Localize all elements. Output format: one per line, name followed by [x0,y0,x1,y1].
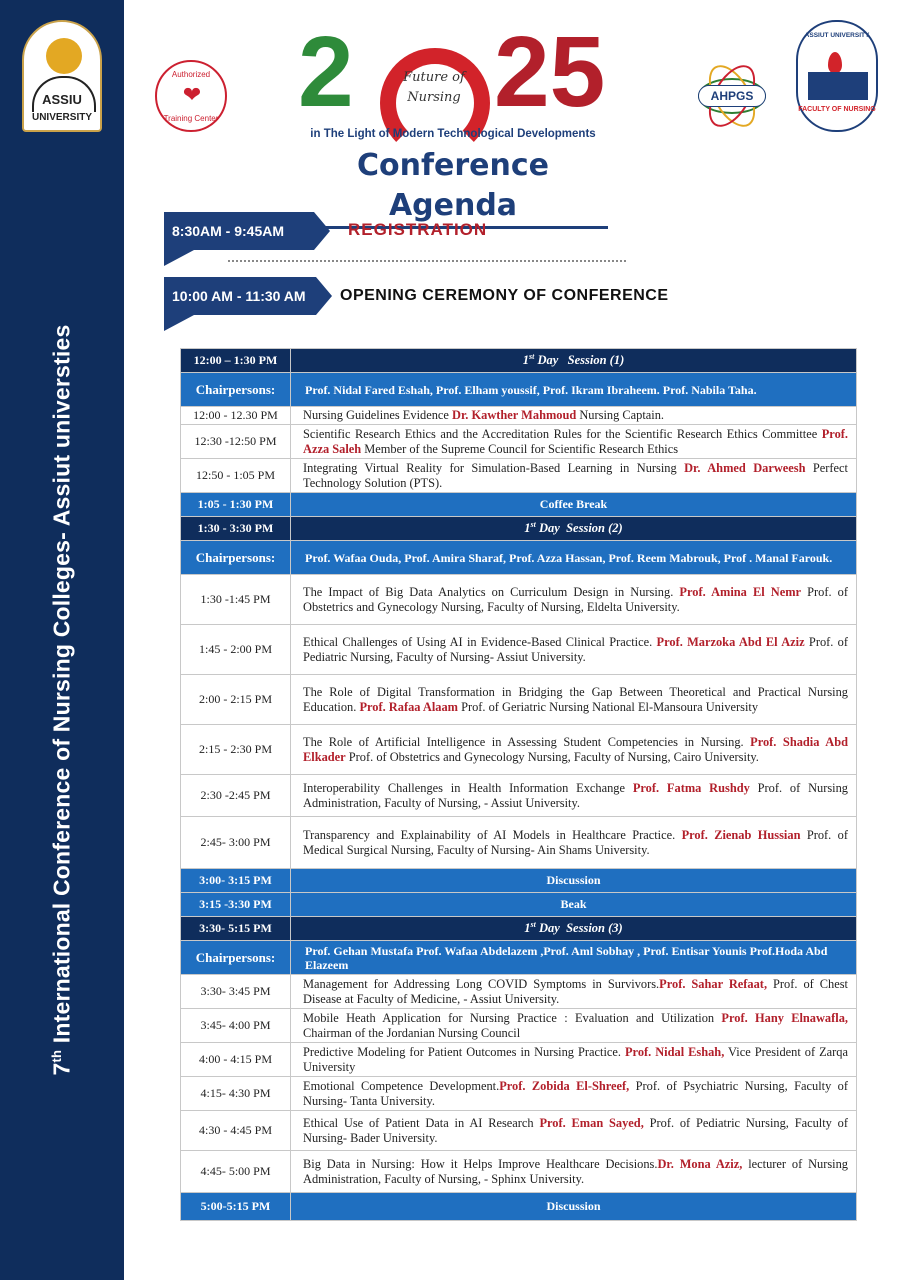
fon-text-top: ASSIUT UNIVERSITY [804,32,870,39]
speaker-name: Dr. Ahmed Darweesh [684,460,806,475]
faculty-of-nursing-logo [796,20,878,132]
table-row [181,575,857,625]
speaker-name: Prof. Sahar Refaat, [659,976,768,991]
assiut-university-logo [22,20,102,132]
chairpersons-names: Prof. Nidal Fared Eshah, Prof. Elham youssif, Prof. Ikram Ibraheem. Prof. Nabila Taha. [291,373,857,407]
break-time: 3:15 -3:30 PM [181,893,291,917]
talk-time: 1:30 -1:45 PM [181,575,291,625]
page-title: Conference Agenda [298,146,608,229]
speaker-name: Prof. Fatma Rushdy [632,780,750,795]
speaker-name: Prof. Zobida El-Shreef, [499,1078,630,1093]
speaker-name: Prof. Shadia Abd Elkader [303,734,848,764]
break-time: 5:00-5:15 PM [181,1193,291,1221]
talk-description: Predictive Modeling for Patient Outcomes in Nursing Practice. Prof. Nidal Eshah, Vice President of Zarqa University [291,1043,857,1077]
table-row [181,407,857,425]
agenda-table [180,348,857,1221]
aha-text-top: Authorized [171,70,211,79]
table-row [181,817,857,869]
session-header [181,349,857,373]
chairpersons-row [181,941,857,975]
future-of-nursing-text [402,68,466,108]
chairpersons-label: Chairpersons: [181,373,291,407]
talk-time: 12:00 - 12.30 PM [181,407,291,425]
ahpgs-label: AHPGS [698,85,766,107]
speaker-name: Prof. Amina El Nemr [679,584,802,599]
session-title: 1st Day Session (1) [291,349,857,373]
talk-description: Management for Addressing Long COVID Symptoms in Survivors.Prof. Sahar Refaat, Prof. of Chest Disease at Faculty of Medicine, - Assiut University. [291,975,857,1009]
table-row [181,625,857,675]
opening-time: 10:00 AM - 11:30 AM [164,277,316,315]
break-row [181,1193,857,1221]
talk-description: Big Data in Nursing: How it Helps Improve Healthcare Decisions.Dr. Mona Aziz, lecturer of Nursing Administration, Faculty of Nursing, - Sphinx University. [291,1151,857,1193]
heart-icon: ❤ [182,82,202,107]
table-row [181,1009,857,1043]
year-digit-2: 2 [298,16,354,128]
speaker-name: Prof. Hany Elnawafla, [721,1010,848,1025]
session-title: 1st Day Session (2) [291,517,857,541]
chairpersons-names: Prof. Gehan Mustafa Prof. Wafaa Abdelazem ,Prof. Aml Sobhay , Prof. Entisar Younis Prof.Hoda Abd Elazeem [291,941,857,975]
chairpersons-names: Prof. Wafaa Ouda, Prof. Amira Sharaf, Prof. Azza Hassan, Prof. Reem Mabrouk, Prof . Manal Farouk. [291,541,857,575]
talk-time: 2:00 - 2:15 PM [181,675,291,725]
talk-time: 2:30 -2:45 PM [181,775,291,817]
speaker-name: Prof. Eman Sayed, [539,1115,644,1130]
talk-description: Interoperability Challenges in Health Information Exchange Prof. Fatma Rushdy Prof. of Nursing Administration, Faculty of Nursing, - Assiut University. [291,775,857,817]
talk-description: The Role of Artificial Intelligence in Assessing Student Competencies in Nursing. Prof. Shadia Abd Elkader Prof. of Obstetrics and Gynecology Nursing, Faculty of Nursing, Cairo University. [291,725,857,775]
fon-text-bottom: FACULTY OF NURSING [798,106,876,113]
break-label: Coffee Break [291,493,857,517]
break-row [181,493,857,517]
talk-time: 4:00 - 4:15 PM [181,1043,291,1077]
talk-time: 4:30 - 4:45 PM [181,1111,291,1151]
table-row [181,459,857,493]
table-row [181,1151,857,1193]
talk-time: 3:45- 4:00 PM [181,1009,291,1043]
talk-description: Ethical Challenges of Using AI in Evidence-Based Clinical Practice. Prof. Marzoka Abd El Aziz Prof. of Pediatric Nursing, Faculty of Nursing- Assiut University. [291,625,857,675]
talk-description: Nursing Guidelines Evidence Dr. Kawther Mahmoud Nursing Captain. [291,407,857,425]
session-header [181,917,857,941]
chairpersons-row [181,373,857,407]
sun-icon [46,38,82,74]
speaker-name: Dr. Kawther Mahmoud [452,408,577,423]
speaker-name: Dr. Mona Aziz, [657,1156,743,1171]
break-row [181,869,857,893]
talk-description: The Impact of Big Data Analytics on Curriculum Design in Nursing. Prof. Amina El Nemr Prof. of Obstetrics and Gynecology Nursing, Faculty of Nursing, Eldelta University. [291,575,857,625]
table-row [181,675,857,725]
talk-time: 1:45 - 2:00 PM [181,625,291,675]
sidebar [0,0,124,1280]
chairpersons-row [181,541,857,575]
logo-text-bottom: UNIVERSITY [31,112,92,123]
table-row [181,1077,857,1111]
registration-time: 8:30AM - 9:45AM [164,212,314,250]
speaker-name: Prof. Zienab Hussian [681,827,801,842]
session-time: 3:30- 5:15 PM [181,917,291,941]
break-time: 3:00- 3:15 PM [181,869,291,893]
table-row [181,775,857,817]
edition-suffix: th [48,1049,64,1063]
table-row [181,1111,857,1151]
talk-description: Mobile Heath Application for Nursing Practice : Evaluation and Utilization Prof. Hany Elnawafla, Chairman of the Jordanian Nursing Council [291,1009,857,1043]
conference-year-logo [298,16,608,132]
speaker-name: Prof. Nidal Eshah, [624,1044,725,1059]
future-line-2: Nursing [407,90,461,105]
table-row [181,725,857,775]
lamp-flame-icon [828,52,842,74]
talk-description: Ethical Use of Patient Data in AI Research Prof. Eman Sayed, Prof. of Pediatric Nursing, Faculty of Nursing- Bader University. [291,1111,857,1151]
talk-description: Integrating Virtual Reality for Simulation-Based Learning in Nursing Dr. Ahmed Darweesh Perfect Technology Solution (PTS). [291,459,857,493]
talk-description: Scientific Research Ethics and the Accreditation Rules for the Scientific Research Ethics Committee Prof. Azza Saleh Member of the Supreme Council for Scientific Research Ethics [291,425,857,459]
table-row [181,1043,857,1077]
speaker-name: Prof. Azza Saleh [303,426,848,456]
table-row [181,425,857,459]
talk-description: Transparency and Explainability of AI Models in Healthcare Practice. Prof. Zienab Hussian Prof. of Medical Surgical Nursing, Faculty of Nursing- Ain Shams University. [291,817,857,869]
conference-vertical-title [49,325,76,1076]
break-row [181,893,857,917]
talk-description: The Role of Digital Transformation in Bridging the Gap Between Theoretical and Practical Nursing Education. Prof. Rafaa Alaam Prof. of Geriatric Nursing National El-Mansoura University [291,675,857,725]
chairpersons-label: Chairpersons: [181,541,291,575]
year-digits-25: 25 [494,16,606,128]
session-header [181,517,857,541]
aha-training-center-logo [155,60,227,132]
logo-text-top: ASSIU [42,92,82,107]
lamp-band-icon [808,72,868,100]
session-title: 1st Day Session (3) [291,917,857,941]
table-row [181,975,857,1009]
opening-label: OPENING CEREMONY OF CONFERENCE [340,287,669,304]
break-label: Discussion [291,869,857,893]
registration-label: REGISTRATION [348,220,488,239]
conference-tagline: in The Light of Modern Technological Developments [310,128,596,140]
talk-time: 12:50 - 1:05 PM [181,459,291,493]
chairpersons-label: Chairpersons: [181,941,291,975]
talk-time: 12:30 -12:50 PM [181,425,291,459]
session-time: 1:30 - 3:30 PM [181,517,291,541]
conference-name: International Conference of Nursing Colleges- Assiut universties [48,324,75,1050]
speaker-name: Prof. Rafaa Alaam [359,699,458,714]
break-label: Beak [291,893,857,917]
talk-time: 4:15- 4:30 PM [181,1077,291,1111]
ahpgs-logo [694,58,770,134]
talk-time: 2:15 - 2:30 PM [181,725,291,775]
arrow-icon [314,212,330,250]
future-line-1: Future of [403,70,465,85]
aha-text-bottom: Training Center [163,114,219,123]
talk-description: Emotional Competence Development.Prof. Zobida El-Shreef, Prof. of Psychiatric Nursing, Faculty of Nursing- Tanta University. [291,1077,857,1111]
speaker-name: Prof. Marzoka Abd El Aziz [656,634,805,649]
dotted-divider [228,260,626,262]
arrow-icon [316,277,332,315]
talk-time: 3:30- 3:45 PM [181,975,291,1009]
break-time: 1:05 - 1:30 PM [181,493,291,517]
session-time: 12:00 – 1:30 PM [181,349,291,373]
break-label: Discussion [291,1193,857,1221]
talk-time: 2:45- 3:00 PM [181,817,291,869]
talk-time: 4:45- 5:00 PM [181,1151,291,1193]
edition-number: 7 [48,1062,75,1076]
